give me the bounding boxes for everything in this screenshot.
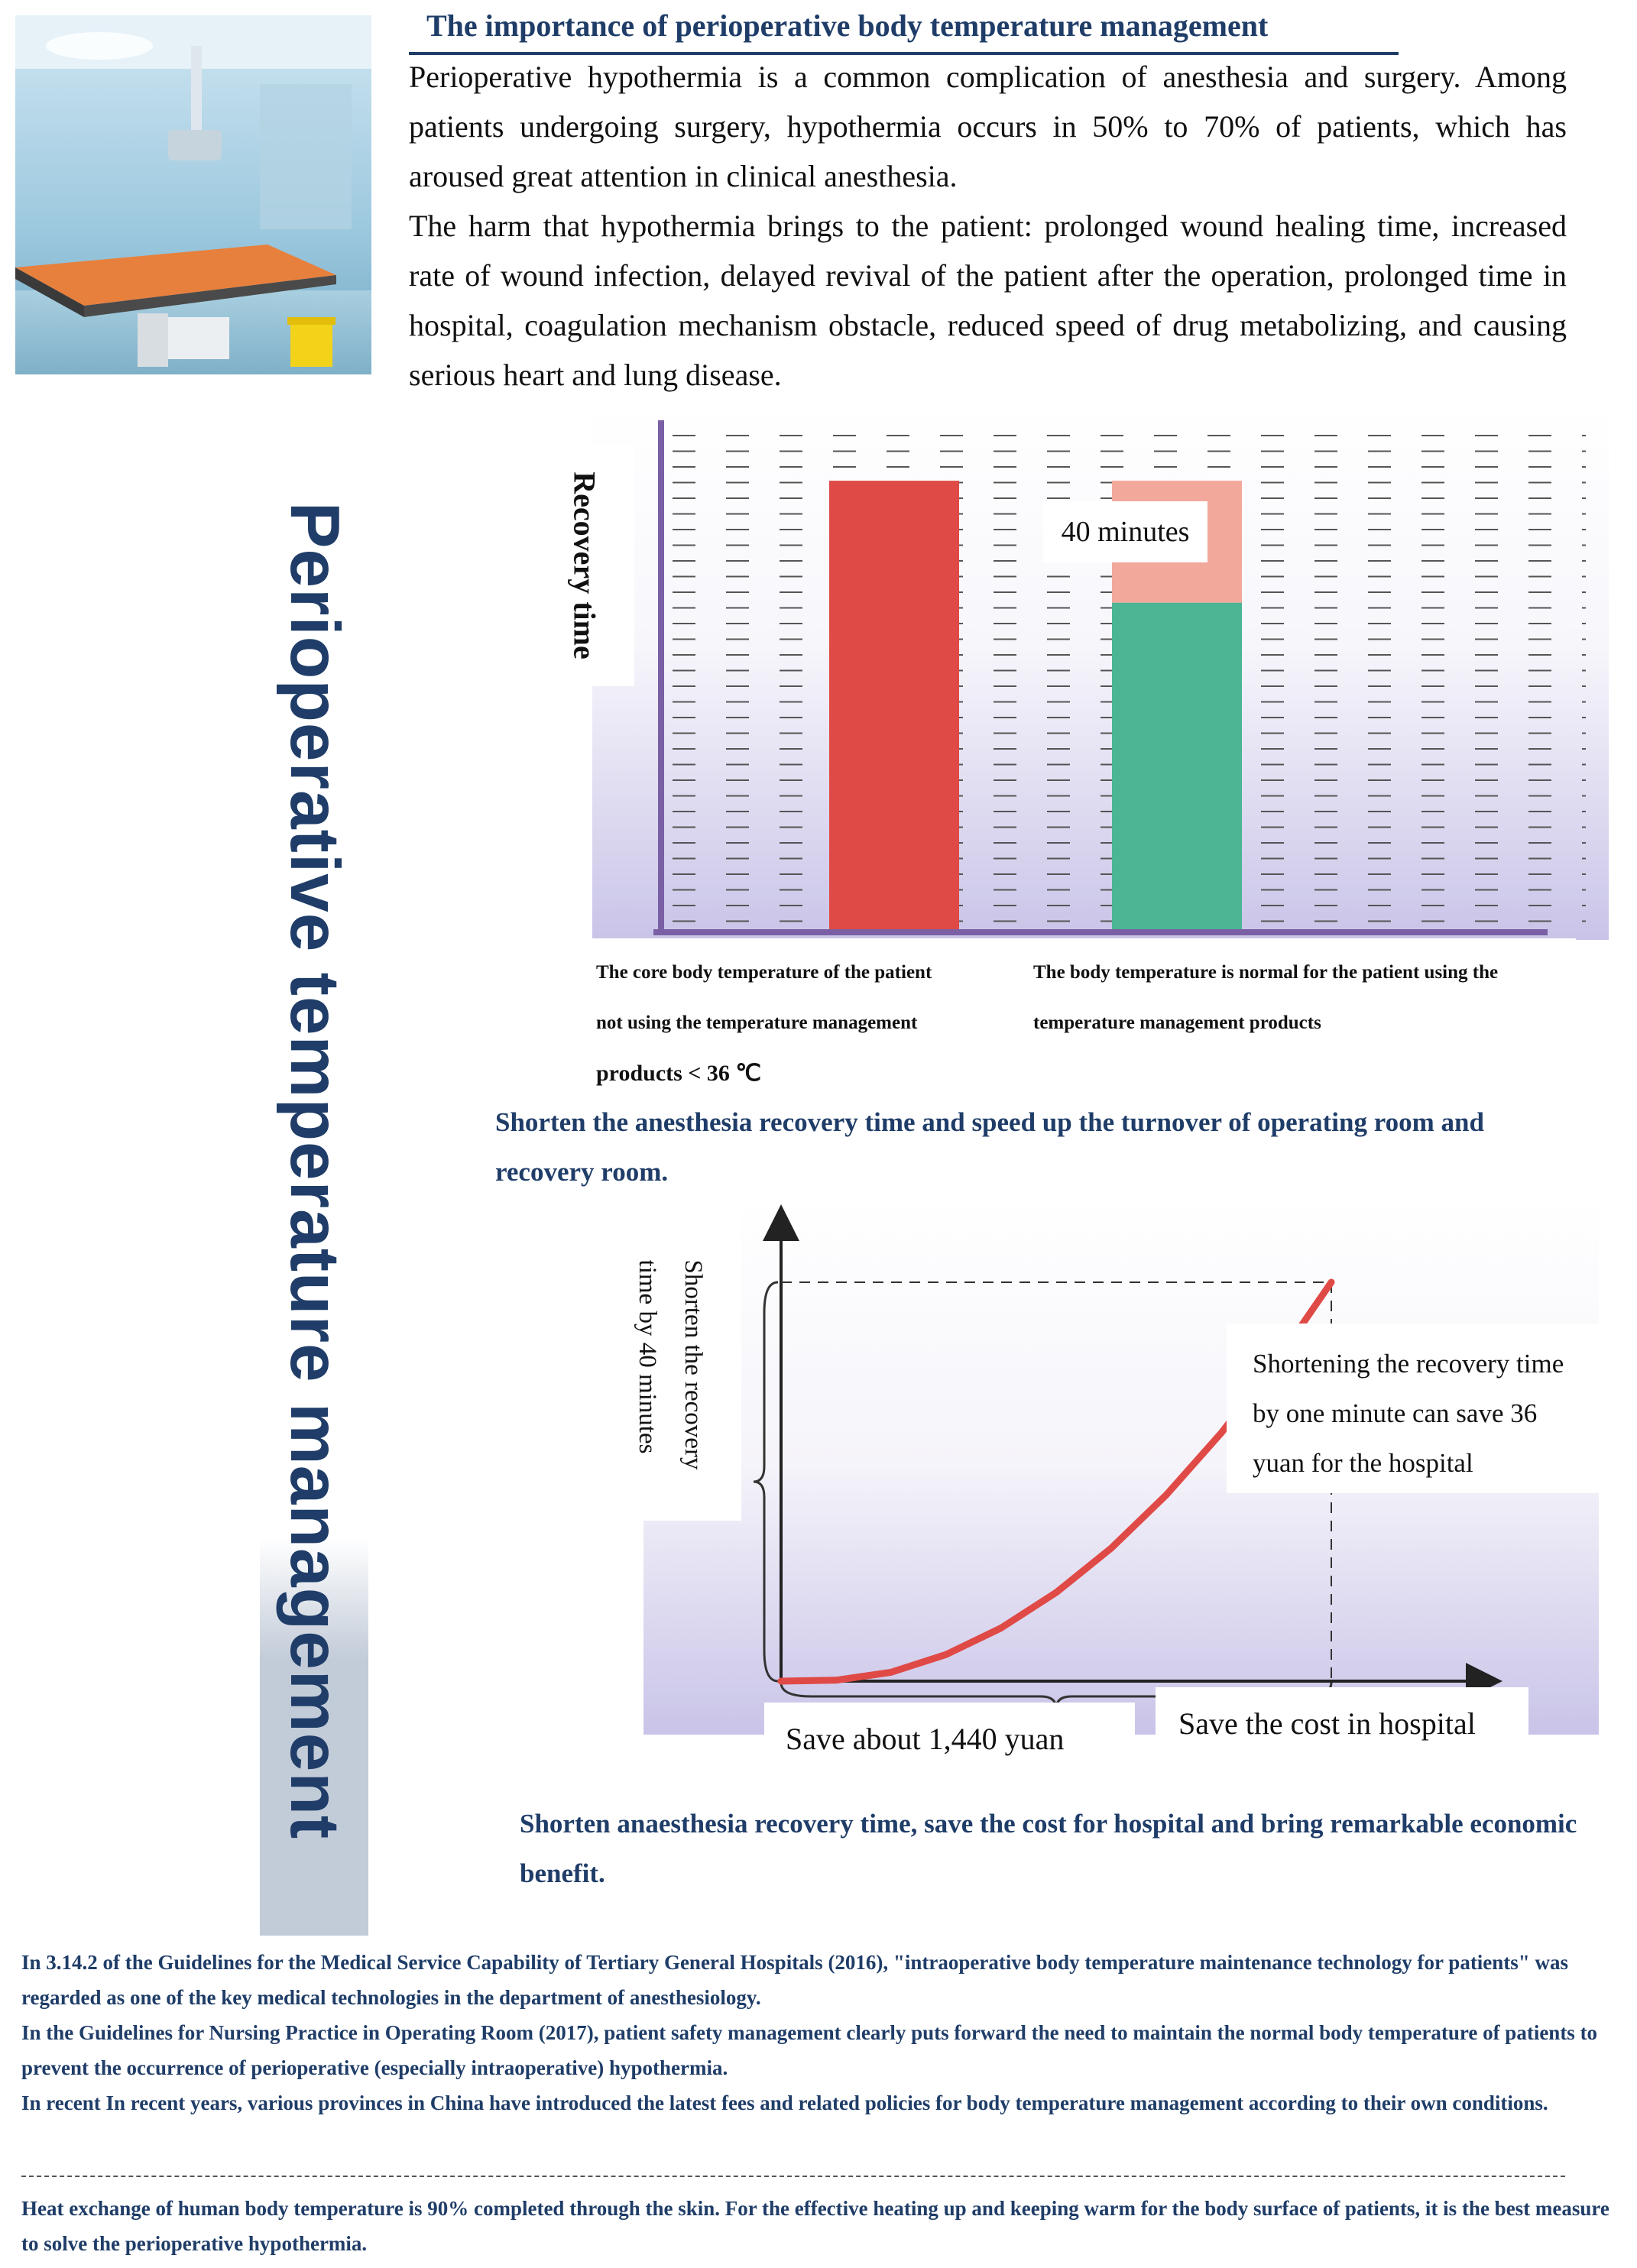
intro-paragraph: The harm that hypothermia brings to the patient: prolonged wound healing time, increased rate of wound infection, delayed revival of the patient after the operation, prolonged time in hospital, coagulation mechanism obstacle, reduced speed of drug metabolizing, and causing serious heart and lung disease. xyxy=(409,209,1567,392)
savings-label: Save about 1,440 yuan xyxy=(764,1703,1135,1776)
guidelines-paragraph: In the Guidelines for Nursing Practice in Operating Room (2017), patient safety management clearly puts forward the need to maintain the normal body temperature of patients to prevent the occurrence of perioperative (especially intraoperative) hypothermia. xyxy=(21,2021,1598,2079)
section-title: The importance of perioperative body temperature management xyxy=(426,8,1269,43)
category-line: The core body temperature of the patient xyxy=(596,962,932,983)
curve-annotation xyxy=(1227,1324,1615,1493)
x-axis-label: Save the cost in hospital xyxy=(1156,1687,1528,1761)
annotation-line: Shortening the recovery time xyxy=(1253,1349,1564,1379)
y-axis-label: Recovery time xyxy=(567,471,602,659)
closing-paragraph: Heat exchange of human body temperature is 90% completed through the skin. For the effective heating up and keeping warm for the body surface of patients, it is the best measure to solve the perioperative hypothermia. xyxy=(21,2197,1609,2255)
category-line: products < 36 ℃ xyxy=(596,1061,762,1086)
chart-background xyxy=(592,405,1609,940)
dashed-divider xyxy=(21,2176,1565,2177)
intro-text xyxy=(409,52,1567,400)
operating-room-photo xyxy=(15,15,371,374)
category-line: The body temperature is normal for the patient using the xyxy=(1033,962,1499,983)
bar-mark xyxy=(829,481,959,932)
y-label-line: time by 40 minutes xyxy=(634,1259,661,1454)
closing-text xyxy=(21,2191,1619,2261)
category-line: temperature management products xyxy=(1033,1013,1321,1033)
vertical-banner-title: Perioperative temperature management xyxy=(276,501,353,1840)
guidelines-paragraph: In 3.14.2 of the Guidelines for the Medical Service Capability of Tertiary General Hospitals (2016), "intraoperative body temperature maintenance technology for patients" was regarded as one of the key medical technologies in the department of anesthesiology. xyxy=(21,1951,1569,2009)
bar-mark xyxy=(1112,603,1242,932)
guidelines-paragraph: In recent In recent years, various provinces in China have introduced the latest fees and related policies for body temperature management according to their own conditions. xyxy=(21,2091,1548,2114)
category-line: not using the temperature management xyxy=(596,1013,918,1033)
guidelines-text xyxy=(21,1945,1619,2121)
difference-label: 40 minutes xyxy=(1043,501,1207,562)
annotation-line: yuan for the hospital xyxy=(1253,1448,1473,1478)
annotation-line: by one minute can save 36 xyxy=(1253,1398,1538,1428)
y-label-line: Shorten the recovery xyxy=(679,1259,707,1470)
bar-category-label xyxy=(573,938,1009,1100)
economic-note: Shorten anaesthesia recovery time, save the cost for hospital and bring remarkable economic benefit. xyxy=(520,1809,1577,1888)
operating-table-illustration xyxy=(15,15,371,374)
intro-paragraph: Perioperative hypothermia is a common complication of anesthesia and surgery. Among patients undergoing surgery, hypothermia occurs in 50% to 70% of patients, which has aroused great attention in clinical anesthesia. xyxy=(409,60,1567,193)
recovery-note: Shorten the anesthesia recovery time and speed up the turnover of operating room and recovery room. xyxy=(495,1107,1484,1187)
bar-category-label xyxy=(1009,938,1576,1100)
recovery-time-bar-chart xyxy=(592,405,1609,948)
curve-y-label xyxy=(624,1260,716,1470)
